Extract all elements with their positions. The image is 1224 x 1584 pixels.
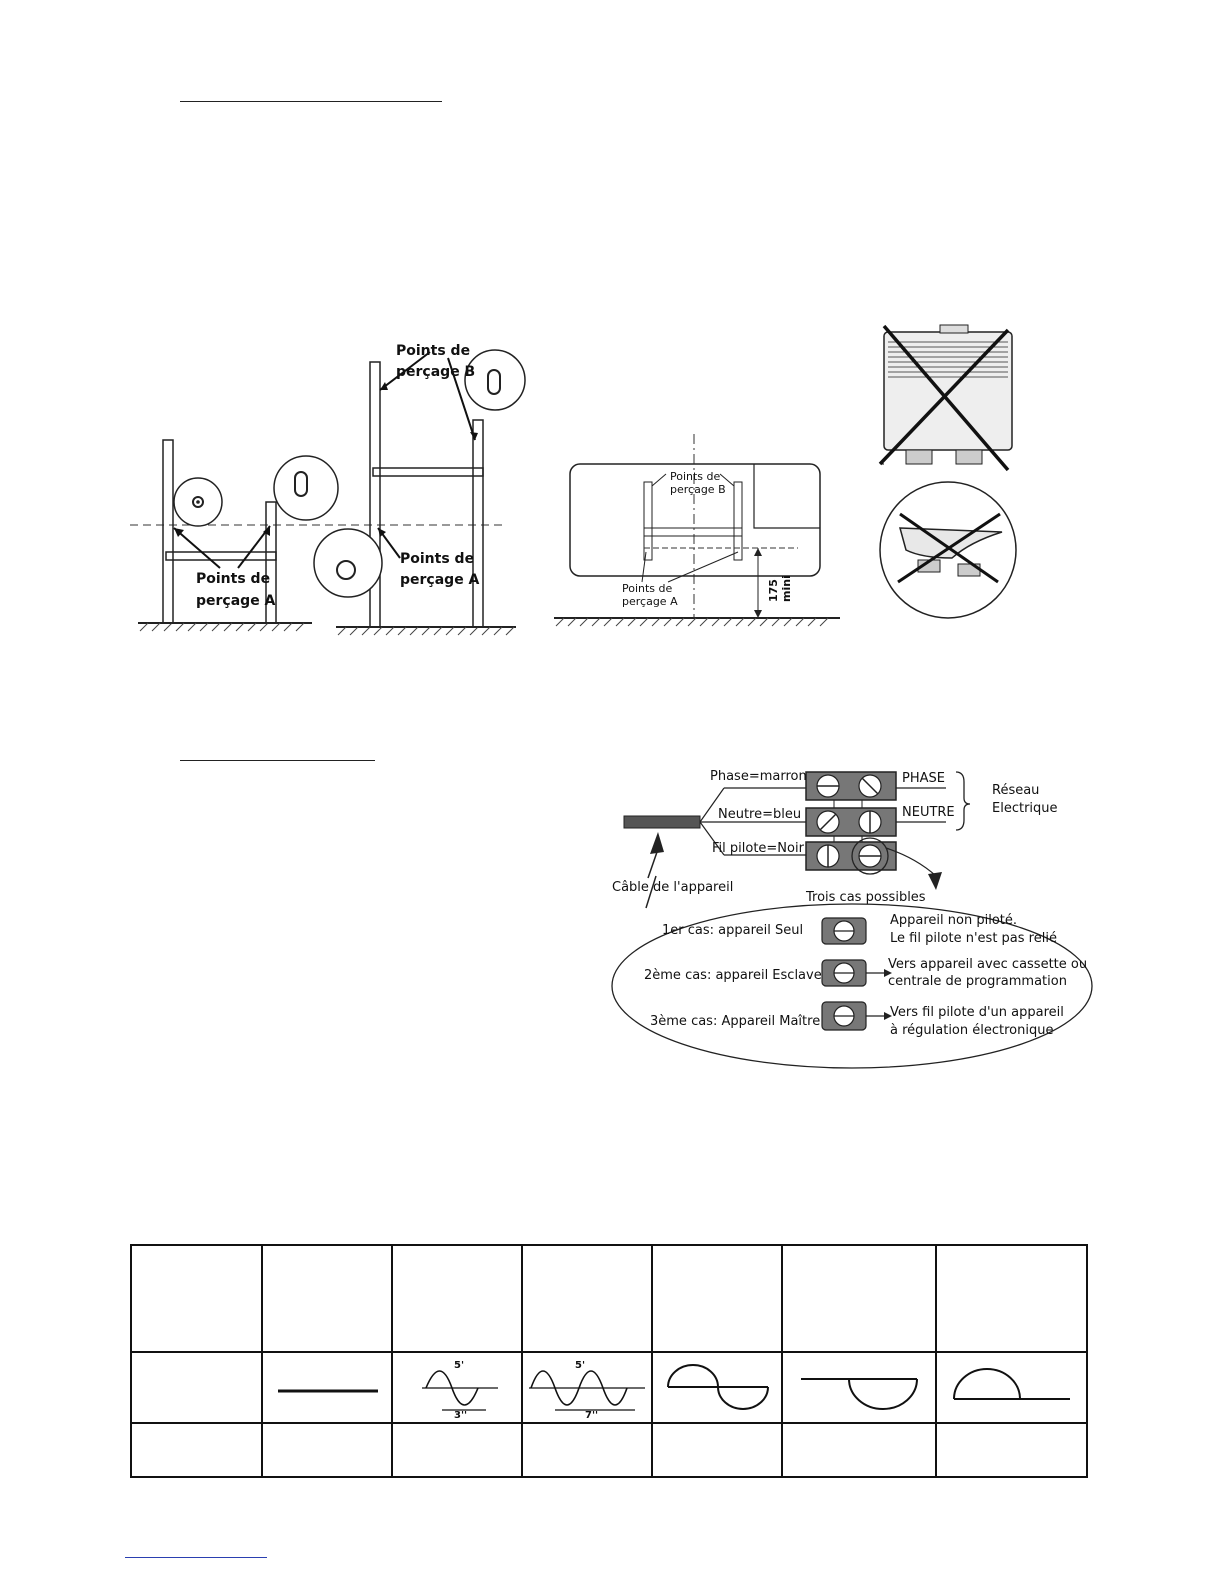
network-label-2: Electrique	[992, 801, 1058, 816]
front-label-a-2: perçage A	[622, 595, 678, 608]
dimension-value: 175	[767, 579, 780, 602]
forbidden-radiator-illustration	[870, 320, 1020, 620]
wiring-diagram	[606, 758, 1096, 1078]
section-heading-rule-1	[180, 101, 442, 102]
label-points-b-2: perçage B	[396, 364, 476, 380]
table-cell	[392, 1423, 522, 1478]
table-cell	[652, 1423, 782, 1478]
case-3-desc-1: Vers fil pilote d'un appareil	[890, 1005, 1064, 1020]
bracket-diagram	[130, 330, 530, 640]
case-2-desc-2: centrale de programmation	[888, 974, 1067, 989]
table-cell	[131, 1352, 262, 1423]
table-cell	[262, 1423, 392, 1478]
table-row-waveforms	[131, 1352, 1087, 1423]
table-cell	[392, 1245, 522, 1352]
case-2-name: 2ème cas: appareil Esclave	[644, 968, 822, 983]
case-1-desc-1: Appareil non piloté.	[890, 913, 1017, 928]
footer-link-underline	[125, 1557, 267, 1558]
table-cell	[131, 1245, 262, 1352]
sine-wave-icon	[402, 1356, 512, 1422]
front-view-diagram	[548, 432, 843, 632]
table-cell	[936, 1423, 1087, 1478]
double-sine-wave-icon	[525, 1356, 649, 1422]
table-cell	[936, 1245, 1087, 1352]
label-points-a-left-2: perçage A	[196, 593, 276, 609]
appliance-cable	[624, 816, 700, 828]
table-cell	[522, 1423, 652, 1478]
label-points-a-right-2: perçage A	[400, 572, 480, 588]
case-2-desc-1: Vers appareil avec cassette ou	[888, 957, 1088, 972]
table-row-footer	[131, 1423, 1087, 1478]
case-1-name: 1er cas: appareil Seul	[662, 923, 804, 938]
wave3-bottom-label: 7''	[585, 1410, 599, 1422]
network-label-1: Réseau	[992, 783, 1040, 798]
front-label-b-2: perçage B	[670, 483, 726, 496]
wire-neutral-label: Neutre=bleu	[718, 807, 802, 822]
wire-phase-label: Phase=marron	[710, 769, 807, 784]
negative-half-wave-icon	[797, 1357, 921, 1417]
table-cell	[522, 1245, 652, 1352]
dimension-unit: mini	[780, 575, 793, 602]
table-cell	[782, 1423, 936, 1478]
label-points-a-left-1: Points de	[196, 571, 271, 587]
case-3-desc-2: à régulation électronique	[890, 1023, 1054, 1038]
table-cell	[652, 1245, 782, 1352]
table-cell	[262, 1245, 392, 1352]
flat-line-icon	[272, 1357, 382, 1417]
label-points-a-right-1: Points de	[400, 551, 475, 567]
wave2-bottom-label: 3''	[454, 1410, 468, 1422]
wire-pilot-label: Fil pilote=Noir	[712, 841, 804, 856]
full-wave-icon	[662, 1357, 772, 1417]
table-cell	[131, 1423, 262, 1478]
waveform-sine-5-3-cell	[392, 1352, 522, 1423]
table-row-header	[131, 1245, 1087, 1352]
section-heading-rule-2	[180, 760, 375, 761]
cases-title: Trois cas possibles	[806, 890, 926, 905]
waveform-flat-cell	[262, 1352, 392, 1423]
front-label-a-1: Points de	[622, 582, 673, 595]
neutral-tag: NEUTRE	[902, 805, 955, 820]
wave2-top-label: 5'	[454, 1360, 465, 1372]
waveform-full-wave-cell	[652, 1352, 782, 1423]
positive-half-wave-icon	[950, 1357, 1074, 1417]
phase-tag: PHASE	[902, 771, 945, 786]
waveform-negative-half-cell	[782, 1352, 936, 1423]
pilot-signal-table	[130, 1244, 1088, 1478]
waveform-positive-half-cell	[936, 1352, 1087, 1423]
case-1-desc-2: Le fil pilote n'est pas relié	[890, 931, 1057, 946]
table-cell	[782, 1245, 936, 1352]
wave3-top-label: 5'	[575, 1360, 586, 1372]
front-label-b-1: Points de	[670, 470, 721, 483]
case-3-name: 3ème cas: Appareil Maître	[650, 1014, 821, 1029]
label-points-b-1: Points de	[396, 343, 471, 359]
cable-label: Câble de l'appareil	[612, 880, 734, 895]
waveform-sine-5-7-cell	[522, 1352, 652, 1423]
